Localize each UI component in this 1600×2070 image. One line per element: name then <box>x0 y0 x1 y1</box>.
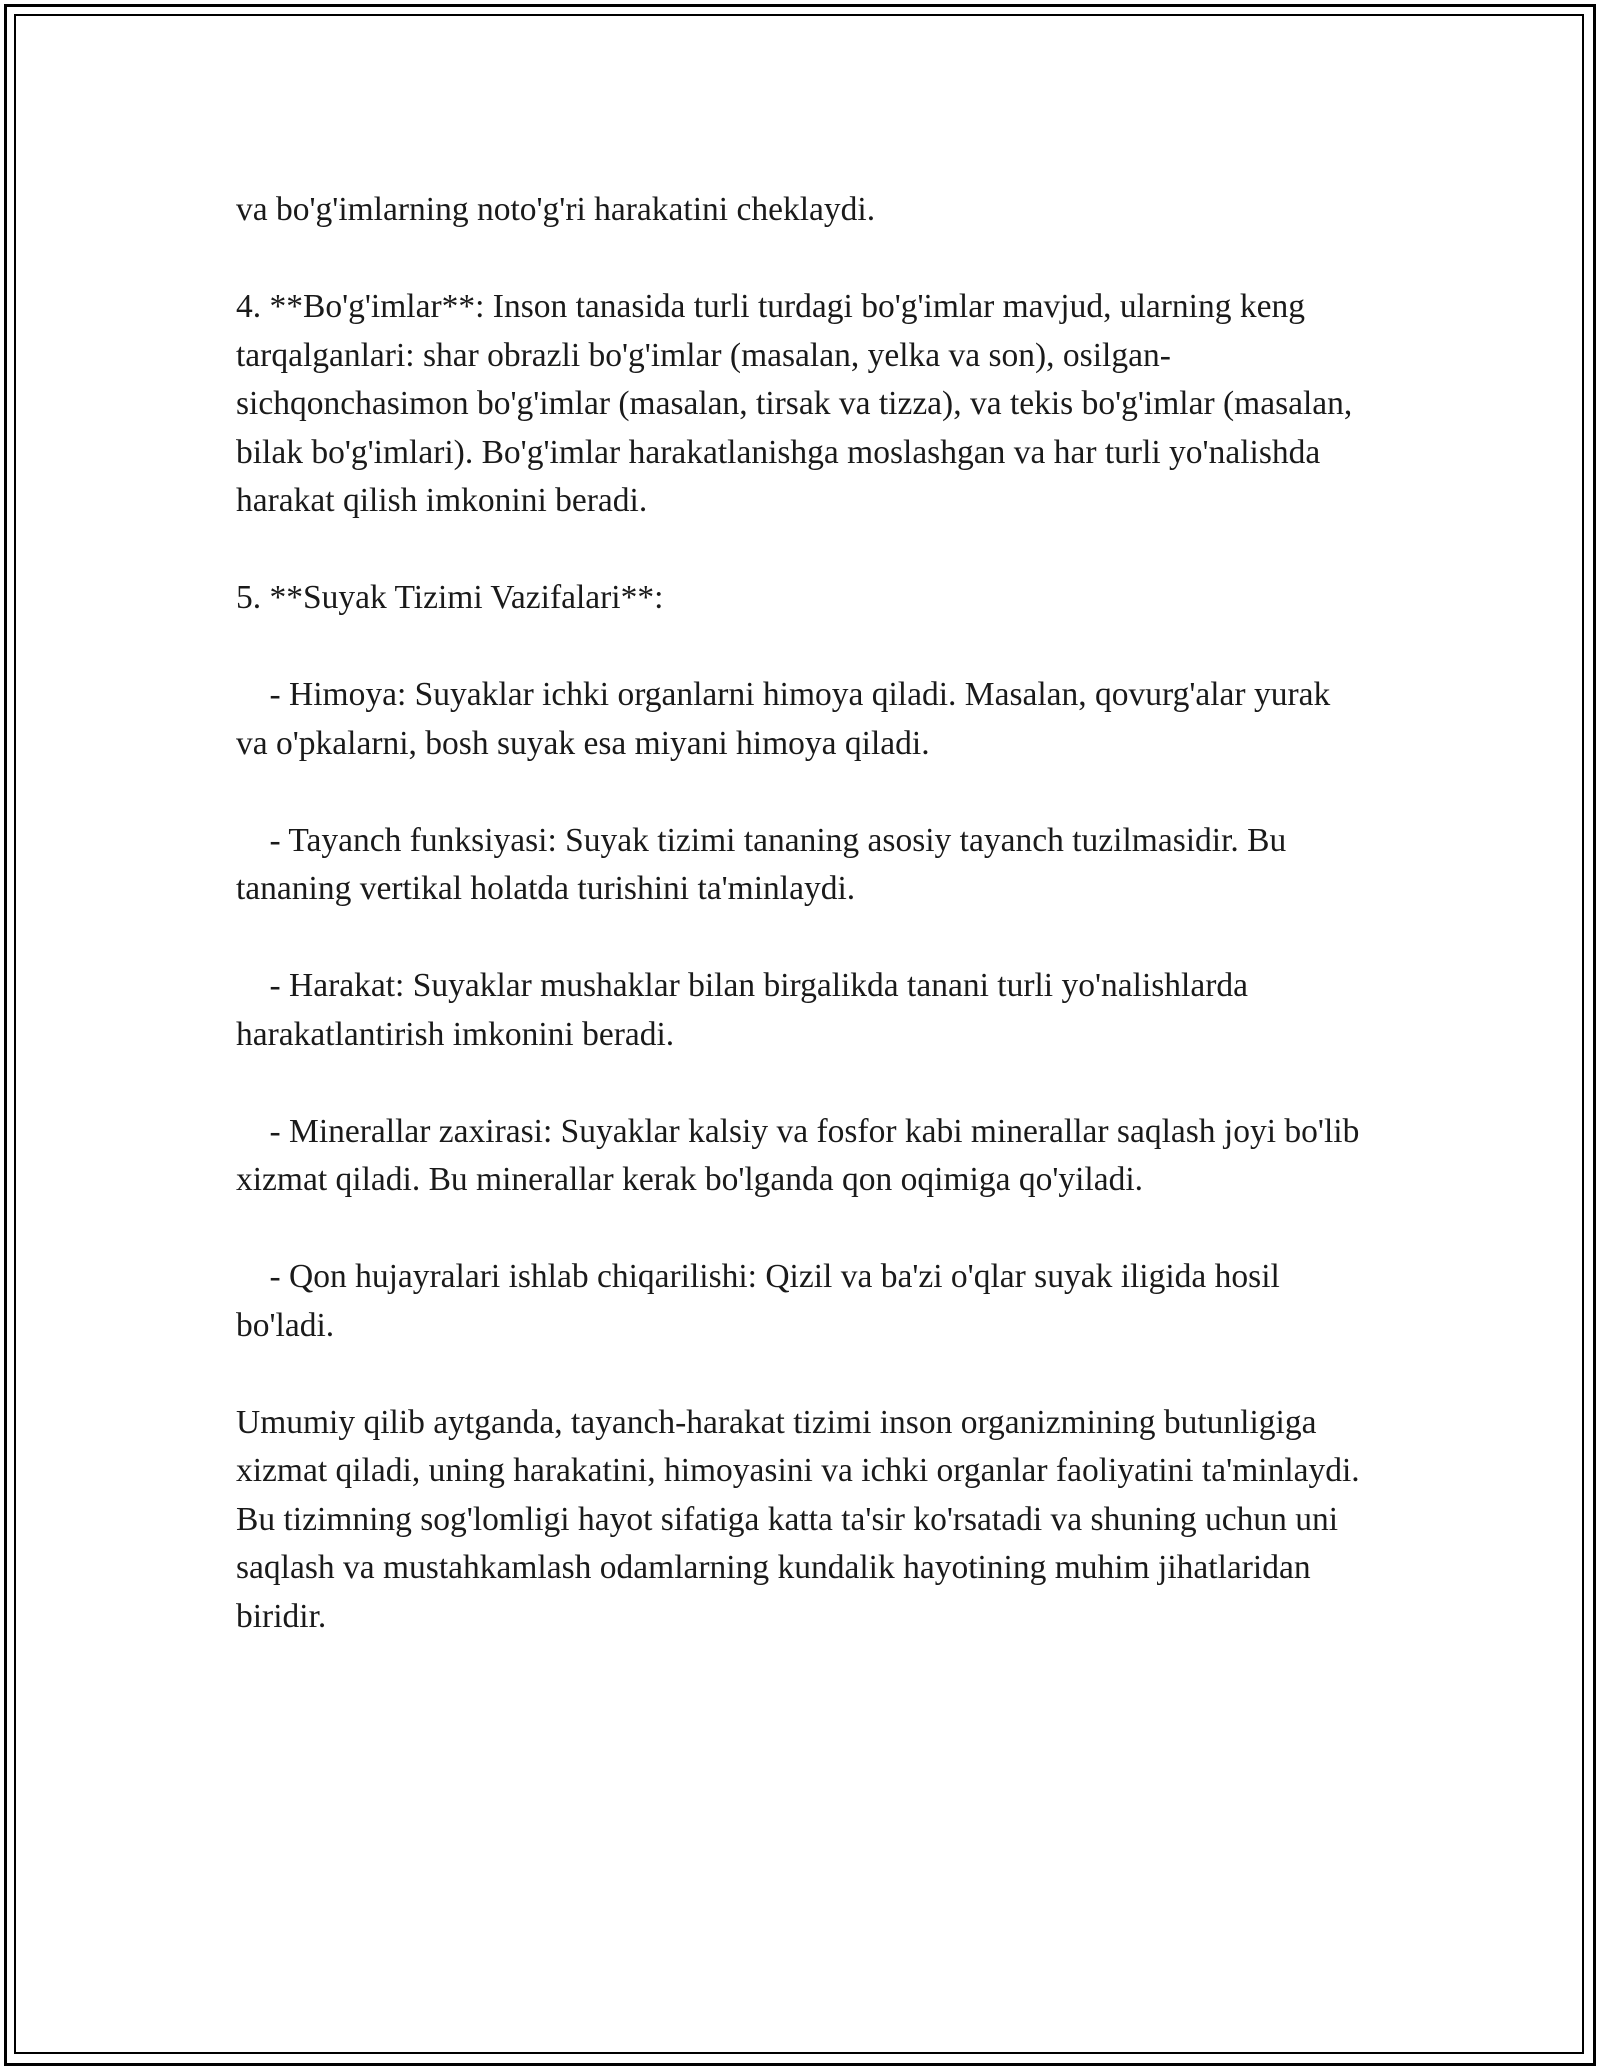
list-item-tayanch: - Tayanch funksiyasi: Suyak tizimi tananing asosiy tayanch tuzilmasidir. Bu tananing vertikal holatda turishini ta'minlaydi. <box>236 821 1295 907</box>
paragraph-boglimlar: 4. **Bo'g'imlar**: Inson tanasida turli turdagi bo'g'imlar mavjud, ularning keng tarqalganlari: shar obrazli bo'g'imlar (masalan, yelka va son), osilgan-sichqonchasimon bo'g'imlar (masalan, tirsak va tizza), va tekis bo'g'imlar (masalan, bilak bo'g'imlari). Bo'g'imlar harakatlanishga moslashgan va har turli yo'nalishda harakat qilish imkonini beradi. <box>236 288 1361 519</box>
list-item-qon-hujayralari: - Qon hujayralari ishlab chiqarilishi: Qizil va ba'zi o'qlar suyak iligida hosil bo'ladi. <box>236 1258 1289 1344</box>
list-item-harakat: - Harakat: Suyaklar mushaklar bilan birgalikda tanani turli yo'nalishlarda harakatlantirish imkonini beradi. <box>236 967 1257 1053</box>
paragraph-conclusion: Umumiy qilib aytganda, tayanch-harakat tizimi inson organizmining butunligiga xizmat qiladi, uning harakatini, himoyasini va ichki organlar faoliyatini ta'minlaydi. Bu tizimning sog'lomligi hayot sifatiga katta ta'sir ko'rsatadi va shuning uchun uni saqlash va mustahkamlash odamlarning kundalik hayotining muhim jihatlaridan biridir. <box>236 1403 1369 1635</box>
paragraph-suyak-tizimi-heading: 5. **Suyak Tizimi Vazifalari**: <box>236 579 664 616</box>
document-body <box>236 186 1369 1641</box>
list-item-himoya: - Himoya: Suyaklar ichki organlarni himoya qiladi. Masalan, qovurg'alar yurak va o'pkalarni, bosh suyak esa miyani himoya qiladi. <box>236 676 1339 762</box>
list-item-minerallar: - Minerallar zaxirasi: Suyaklar kalsiy va fosfor kabi minerallar saqlash joyi bo'lib xizmat qiladi. Bu minerallar kerak bo'lganda qon oqimiga qo'yiladi. <box>236 1112 1368 1198</box>
paragraph-continuation: va bo'g'imlarning noto'g'ri harakatini cheklaydi. <box>236 191 876 228</box>
